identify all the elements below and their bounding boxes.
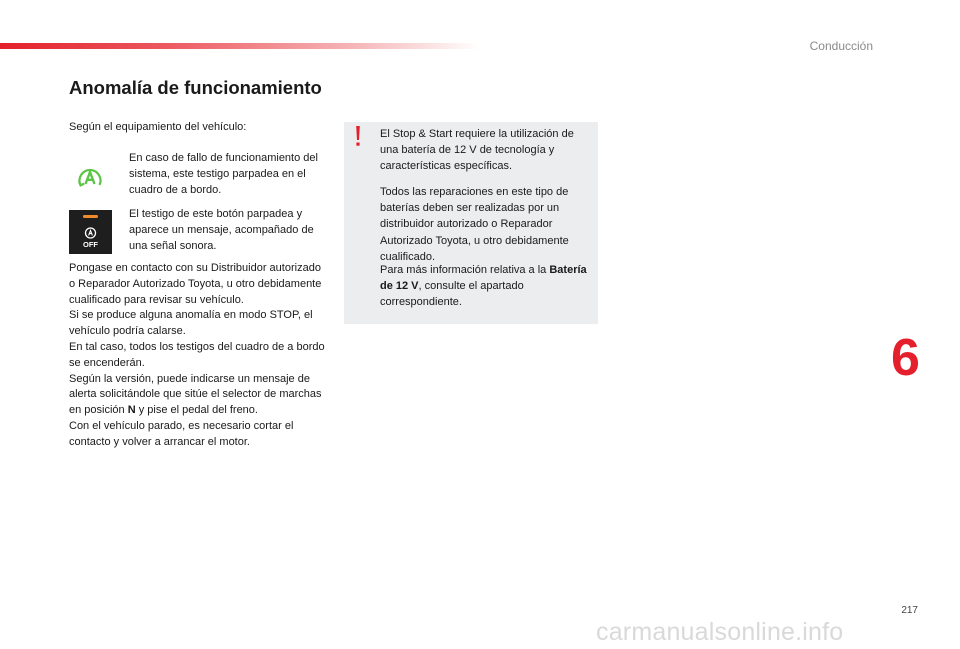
stop-start-a-warning-icon xyxy=(76,165,104,189)
body-text xyxy=(69,261,329,451)
gear-position-n: N xyxy=(127,404,136,417)
off-button-label: OFF xyxy=(83,240,98,249)
indicator-text-1: En caso de fallo de funcionamiento del sistema, este testigo parpadea en el cuadro de a bordo. xyxy=(129,152,318,196)
stop-start-off-button-icon xyxy=(69,210,112,254)
exclamation-warning-icon xyxy=(353,123,363,147)
body-text-part-2: y pise el pedal del freno. Con el vehículo parado, es necesario cortar el contacto y volver a arrancar el motor. xyxy=(69,404,294,448)
battery-reference: Batería de 12 V xyxy=(380,264,587,293)
page-number: 217 xyxy=(901,605,918,616)
chapter-number: 6 xyxy=(891,329,920,387)
note-paragraph-3 xyxy=(380,262,590,311)
note-paragraph-3-end: , consulte el apartado correspondiente. xyxy=(380,280,524,309)
indicator-text-2: El testigo de este botón parpadea y aparece un mensaje, acompañado de una señal sonora. xyxy=(129,208,314,252)
page-title: Anomalía de funcionamiento xyxy=(69,77,322,98)
watermark: carmanualsonline.info xyxy=(596,618,844,646)
intro-text: Según el equipamiento del vehículo: xyxy=(69,121,247,133)
section-label: Conducción xyxy=(809,39,873,53)
body-text-part-1: Pongase en contacto con su Distribuidor autorizado o Reparador Autorizado Toyota, u otro debidamente cualificado para revisar su vehículo. Si se produce alguna anomalía en modo STOP, el vehículo podría calarse. En tal caso, todos los testigos del cuadro de a bordo se encenderán. Según la versión, puede indicarse un mensaje de alerta solicitándole que sitúe el selector de marchas en posición xyxy=(69,262,325,417)
header-accent-bar xyxy=(0,43,480,49)
note-paragraph-3-text: Para más información relativa a la xyxy=(380,264,550,276)
note-paragraph-1: El Stop & Start requiere la utilización de una batería de 12 V de tecnología y características específicas. xyxy=(380,128,574,173)
note-paragraph-2: Todos las reparaciones en este tipo de baterías deben ser realizadas por un distribuidor autorizado o Reparador Autorizado Toyota, u otro debidamente cualificado. xyxy=(380,186,569,263)
